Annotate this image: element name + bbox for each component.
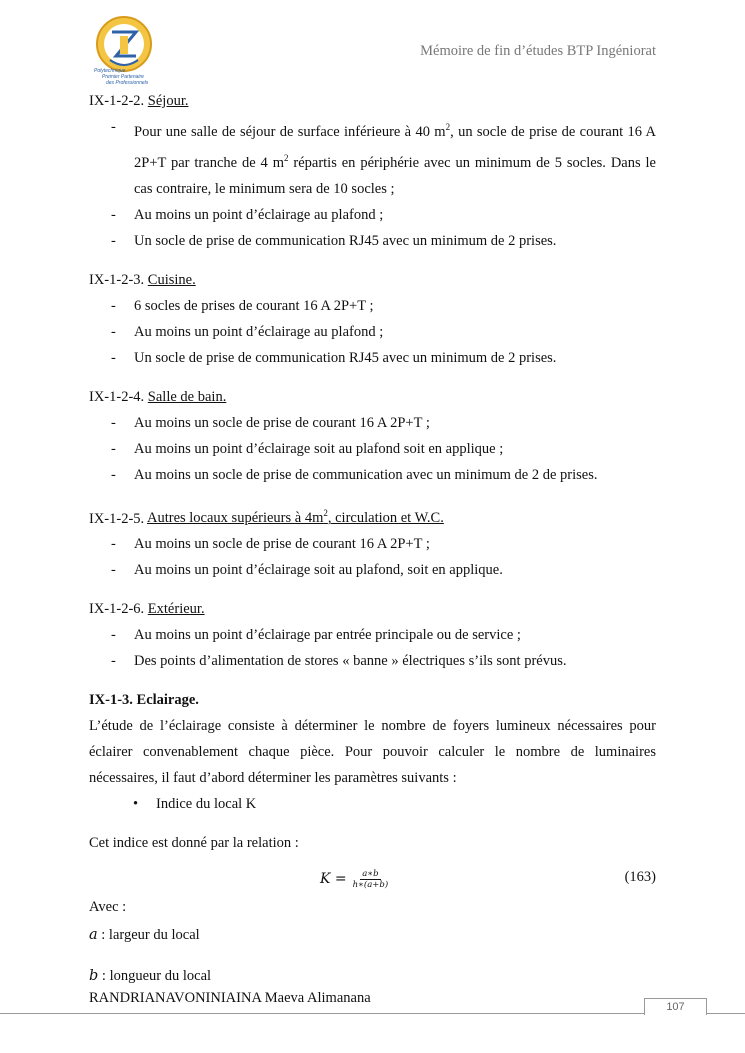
relation-intro: Cet indice est donné par la relation :: [89, 835, 299, 852]
logo-tagline: Polytechnique Premier Partenaire des Professionnels: [94, 68, 149, 86]
equation: [89, 864, 656, 894]
section-heading: IX-1-2-6. Extérieur.: [89, 601, 205, 618]
section-heading: IX-1-2-3. Cuisine.: [89, 271, 196, 288]
list-item: - Au moins un point d’éclairage au plafond ;: [111, 323, 384, 340]
list-item: - Au moins un point d’éclairage soit au plafond soit en applique ;: [111, 440, 504, 457]
list-item: - Au moins un point d’éclairage par entrée principale ou de service ;: [111, 627, 521, 644]
section-autres-locaux: [89, 501, 656, 584]
eclairage-heading: IX-1-3. Eclairage.: [89, 692, 199, 709]
list-item: - Au moins un socle de prise de courant 16 A 2P+T ;: [111, 414, 430, 431]
section-exterieur: [89, 596, 656, 674]
footer-author: RANDRIANAVONINIAINA Maeva Alimanana: [89, 990, 371, 1006]
section-sejour: [89, 88, 656, 254]
eclairage-paragraph: L’étude de l’éclairage consiste à déterminer le nombre de foyers lumineux nécessaires pour éclairer convenablement chaque pièce. Pour pouvoir calculer le nombre de luminaires nécessaires, il faut d’abord déterminer les paramètres suivants :: [89, 718, 656, 787]
section-heading: IX-1-2-2. Séjour.: [89, 93, 189, 109]
list-item: - Au moins un point d’éclairage au plafond ;: [111, 206, 384, 223]
list-item: - Au moins un point d’éclairage soit au plafond, soit en applique.: [111, 562, 503, 579]
list-item: - Au moins un socle de prise de courant 16 A 2P+T ;: [111, 536, 430, 553]
section-salle-de-bain: [89, 384, 656, 488]
list-item: - Un socle de prise de communication RJ45 avec un minimum de 2 prises.: [111, 232, 557, 249]
section-cuisine: [89, 267, 656, 371]
footer-divider: [0, 1013, 745, 1014]
definition-b: b : longueur du local: [89, 968, 212, 985]
section-heading: IX-1-2-5. Autres locaux supérieurs à $4m^2$, circulation et W.C.: [89, 508, 444, 527]
definition-a: a : largeur du local: [89, 927, 200, 944]
list-item: - Des points d’alimentation de stores « banne » électriques s’ils sont prévus.: [111, 653, 567, 670]
list-item: - 6 socles de prises de courant 16 A 2P+T ;: [111, 297, 374, 314]
page-content: [89, 88, 656, 989]
formula: K = $\frac{a∗b}{h∗(a+b)}$: [320, 868, 389, 890]
section-heading: IX-1-2-4. Salle de bain.: [89, 388, 227, 405]
list-item: - Pour une salle de séjour de surface inférieure à 40 $m^2$, un socle de prise de courant 16 A 2P+T par tranche de 4 $m^2$ répartis en périphérie avec un minimum de 5 socles. Dans le cas contraire, le minimum sera de 10 socles ;: [111, 119, 656, 197]
equation-number: (163): [624, 869, 656, 886]
list-item: - Au moins un socle de prise de communication avec un minimum de 2 de prises.: [111, 466, 598, 483]
bullet-item: • Indice du local K: [133, 796, 257, 813]
list-item: - Un socle de prise de communication RJ45 avec un minimum de 2 prises.: [111, 349, 557, 366]
avec-label: Avec :: [89, 899, 127, 916]
header-title: Mémoire de fin d’études BTP Ingéniorat: [420, 43, 656, 59]
page-number: 107: [644, 998, 707, 1015]
